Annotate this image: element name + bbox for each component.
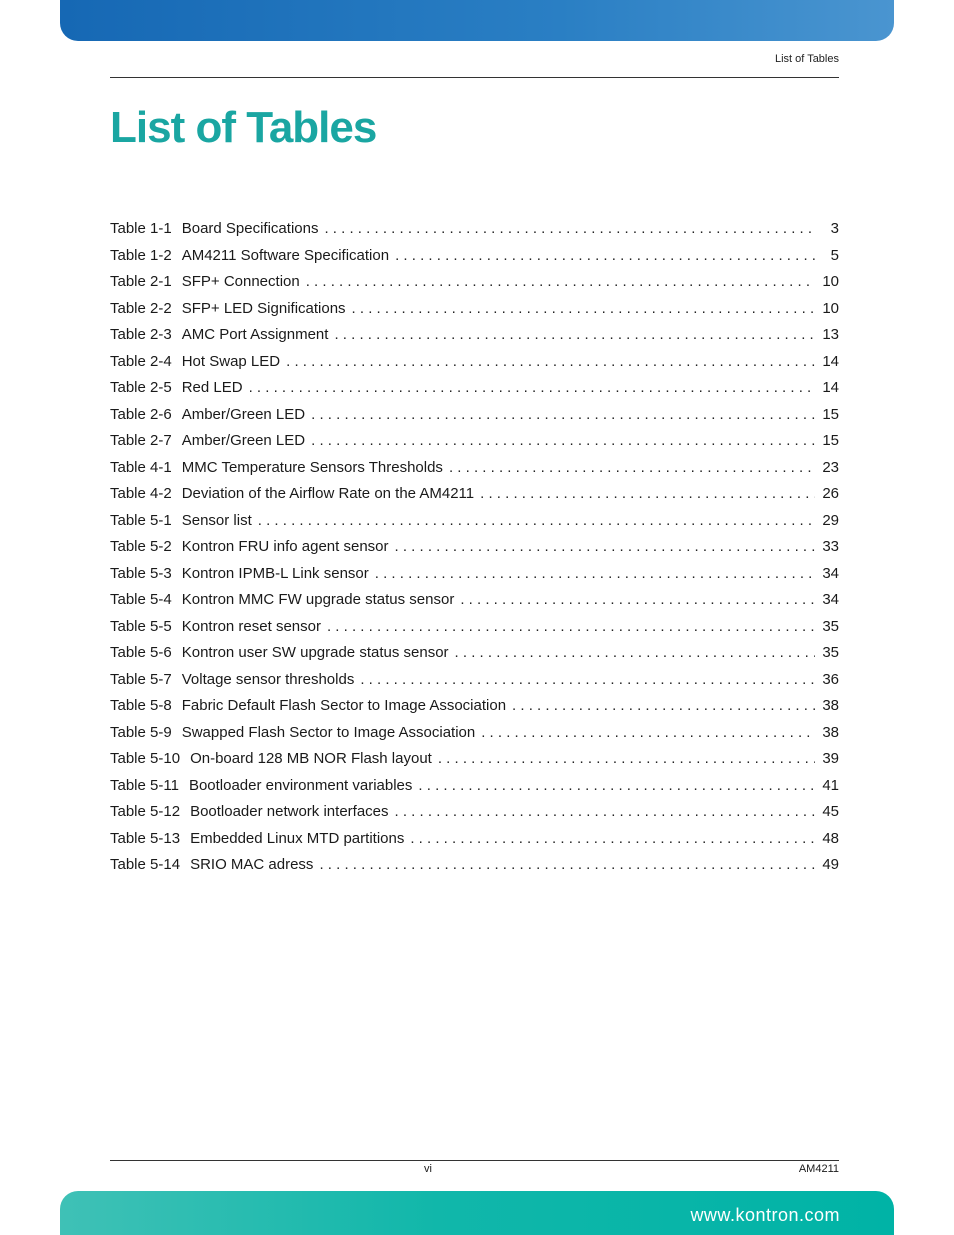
toc-entry[interactable]: [110, 509, 839, 533]
toc-dot-leader: [334, 323, 815, 347]
toc-dot-leader: [410, 827, 815, 851]
toc-entry[interactable]: [110, 588, 839, 612]
toc-entry-title: SRIO MAC adress: [190, 856, 314, 873]
toc-dot-leader: [258, 509, 815, 533]
toc-entry-page: 35: [822, 644, 839, 661]
toc-dot-leader: [418, 774, 815, 798]
toc-dot-leader: [306, 270, 815, 294]
bottom-divider: [110, 1160, 839, 1161]
toc-entry-label: Table 2-3: [110, 326, 172, 343]
toc-entry-title: Kontron MMC FW upgrade status sensor: [181, 591, 455, 608]
toc-entry-title: Board Specifications: [181, 220, 319, 237]
toc-entry-label: Table 5-9: [110, 723, 172, 741]
toc-entry-page: 49: [822, 856, 839, 873]
toc-entry-page: 34: [822, 591, 839, 608]
toc-entry-page: 10: [822, 299, 839, 317]
toc-entry[interactable]: [110, 403, 839, 427]
toc-entry-label: Table 5-3: [110, 564, 172, 582]
toc-entry-page: 33: [822, 538, 839, 555]
toc-entry-label: Table 5-4: [110, 591, 172, 608]
toc-entry-title: Sensor list: [181, 511, 252, 529]
toc-entry[interactable]: [110, 800, 839, 824]
toc-entry[interactable]: [110, 535, 839, 559]
toc-entry[interactable]: [110, 641, 839, 665]
toc-entry-page: 34: [822, 564, 839, 582]
toc-entry-label: Table 2-6: [110, 405, 172, 423]
toc-entry-title: AM4211 Software Specification: [181, 246, 390, 264]
website-link[interactable]: www.kontron.com: [690, 1205, 840, 1225]
toc-entry-page: 48: [822, 829, 839, 847]
toc-entry-title: Embedded Linux MTD partitions: [190, 829, 405, 847]
toc-entry-label: Table 5-12: [110, 803, 181, 820]
bottom-banner: [60, 1191, 894, 1235]
toc-entry-page: 39: [822, 750, 839, 767]
toc-dot-leader: [480, 482, 815, 506]
toc-entry[interactable]: [110, 376, 839, 400]
toc-dot-leader: [395, 535, 816, 559]
toc-entry-page: 36: [822, 670, 839, 688]
toc-entry-label: Table 1-1: [110, 220, 172, 237]
toc-dot-leader: [352, 297, 815, 321]
toc-entry[interactable]: [110, 323, 839, 347]
toc-entry[interactable]: [110, 694, 839, 718]
toc-entry-title: SFP+ Connection: [181, 273, 300, 290]
toc-entry[interactable]: [110, 297, 839, 321]
toc-entry[interactable]: [110, 482, 839, 506]
toc-entry-page: 15: [822, 405, 839, 423]
toc-entry-label: Table 5-2: [110, 538, 172, 555]
toc-entry-title: Swapped Flash Sector to Image Association: [181, 723, 476, 741]
page-title: List of Tables: [110, 103, 377, 152]
toc-entry-page: 5: [830, 246, 839, 264]
toc-dot-leader: [360, 668, 815, 692]
toc-entry-label: Table 5-14: [110, 856, 181, 873]
toc-entry[interactable]: [110, 774, 839, 798]
toc-entry[interactable]: [110, 456, 839, 480]
toc-entry-title: SFP+ LED Significations: [181, 299, 346, 317]
toc-entry-label: Table 2-2: [110, 299, 172, 317]
toc-entry[interactable]: [110, 721, 839, 745]
toc-entry-title: Amber/Green LED: [181, 405, 306, 423]
toc-entry-label: Table 5-6: [110, 644, 172, 661]
toc-dot-leader: [460, 588, 815, 612]
toc-entry-title: Kontron IPMB-L Link sensor: [181, 564, 369, 582]
top-divider: [110, 77, 839, 78]
toc-entry-page: 45: [822, 803, 839, 820]
toc-entry-page: 29: [822, 511, 839, 529]
toc-entry-label: Table 2-5: [110, 379, 172, 396]
toc-entry-title: Red LED: [181, 379, 243, 396]
toc-entry[interactable]: [110, 853, 839, 877]
toc-entry[interactable]: [110, 217, 839, 241]
toc-entry-label: Table 5-5: [110, 617, 172, 635]
toc-entry-page: 13: [822, 326, 839, 343]
toc-entry-title: MMC Temperature Sensors Thresholds: [181, 458, 443, 476]
toc-entry-title: Voltage sensor thresholds: [181, 670, 355, 688]
toc-entry[interactable]: [110, 244, 839, 268]
toc-entry[interactable]: [110, 270, 839, 294]
toc-entry-label: Table 4-2: [110, 485, 172, 502]
toc-entry-page: 26: [822, 485, 839, 502]
toc-entry[interactable]: [110, 827, 839, 851]
toc-entry-page: 38: [822, 723, 839, 741]
toc-entry-label: Table 5-1: [110, 511, 172, 529]
toc-entry-title: Bootloader environment variables: [188, 776, 413, 794]
toc-entry-title: Hot Swap LED: [181, 352, 281, 370]
toc-dot-leader: [286, 350, 815, 374]
toc-entry-title: AMC Port Assignment: [181, 326, 329, 343]
toc-entry[interactable]: [110, 615, 839, 639]
toc-dot-leader: [395, 800, 815, 824]
toc-dot-leader: [395, 244, 815, 268]
toc-dot-leader: [311, 429, 815, 453]
toc-entry-label: Table 5-13: [110, 829, 181, 847]
toc-entry-page: 23: [822, 458, 839, 476]
toc-entry-page: 14: [822, 379, 839, 396]
page-number: vi: [424, 1163, 432, 1175]
toc-dot-leader: [481, 721, 815, 745]
toc-dot-leader: [375, 562, 815, 586]
toc-entry-label: Table 1-2: [110, 246, 172, 264]
toc-entry-page: 10: [822, 273, 839, 290]
toc-dot-leader: [438, 747, 815, 771]
document-name: AM4211: [798, 1163, 839, 1175]
toc-entry-label: Table 5-11: [110, 776, 179, 794]
toc-dot-leader: [449, 456, 815, 480]
toc-entry-title: Amber/Green LED: [181, 432, 306, 449]
top-banner: [60, 0, 894, 41]
toc-entry-page: 38: [822, 697, 839, 714]
toc-entry[interactable]: [110, 747, 839, 771]
toc-entry-label: Table 4-1: [110, 458, 172, 476]
toc-entry-title: Kontron user SW upgrade status sensor: [181, 644, 449, 661]
toc-entry-title: Deviation of the Airflow Rate on the AM4211: [181, 485, 475, 502]
toc-entry[interactable]: [110, 429, 839, 453]
toc-entry-label: Table 5-8: [110, 697, 172, 714]
toc-dot-leader: [512, 694, 815, 718]
toc-dot-leader: [249, 376, 815, 400]
toc-entry-label: Table 5-10: [110, 750, 181, 767]
toc-entry-page: 15: [822, 432, 839, 449]
toc-entry-label: Table 2-4: [110, 352, 172, 370]
toc-entry[interactable]: [110, 668, 839, 692]
toc-dot-leader: [324, 217, 815, 241]
running-head: List of Tables: [774, 53, 839, 65]
toc-dot-leader: [311, 403, 815, 427]
toc-entry-label: Table 2-1: [110, 273, 172, 290]
toc-dot-leader: [327, 615, 815, 639]
toc-entry-title: Kontron FRU info agent sensor: [181, 538, 389, 555]
toc-dot-leader: [455, 641, 815, 665]
toc-entry-title: Bootloader network interfaces: [190, 803, 389, 820]
toc-entry-page: 3: [830, 220, 839, 237]
toc-entry-page: 35: [822, 617, 839, 635]
toc-entry[interactable]: [110, 562, 839, 586]
toc-entry-label: Table 5-7: [110, 670, 172, 688]
toc-entry-page: 41: [822, 776, 839, 794]
toc-dot-leader: [319, 853, 815, 877]
toc-entry-label: Table 2-7: [110, 432, 172, 449]
toc-entry-title: On-board 128 MB NOR Flash layout: [190, 750, 432, 767]
toc-entry[interactable]: [110, 350, 839, 374]
toc-entry-title: Kontron reset sensor: [181, 617, 321, 635]
toc-entry-page: 14: [822, 352, 839, 370]
toc-entry-title: Fabric Default Flash Sector to Image Association: [181, 697, 507, 714]
